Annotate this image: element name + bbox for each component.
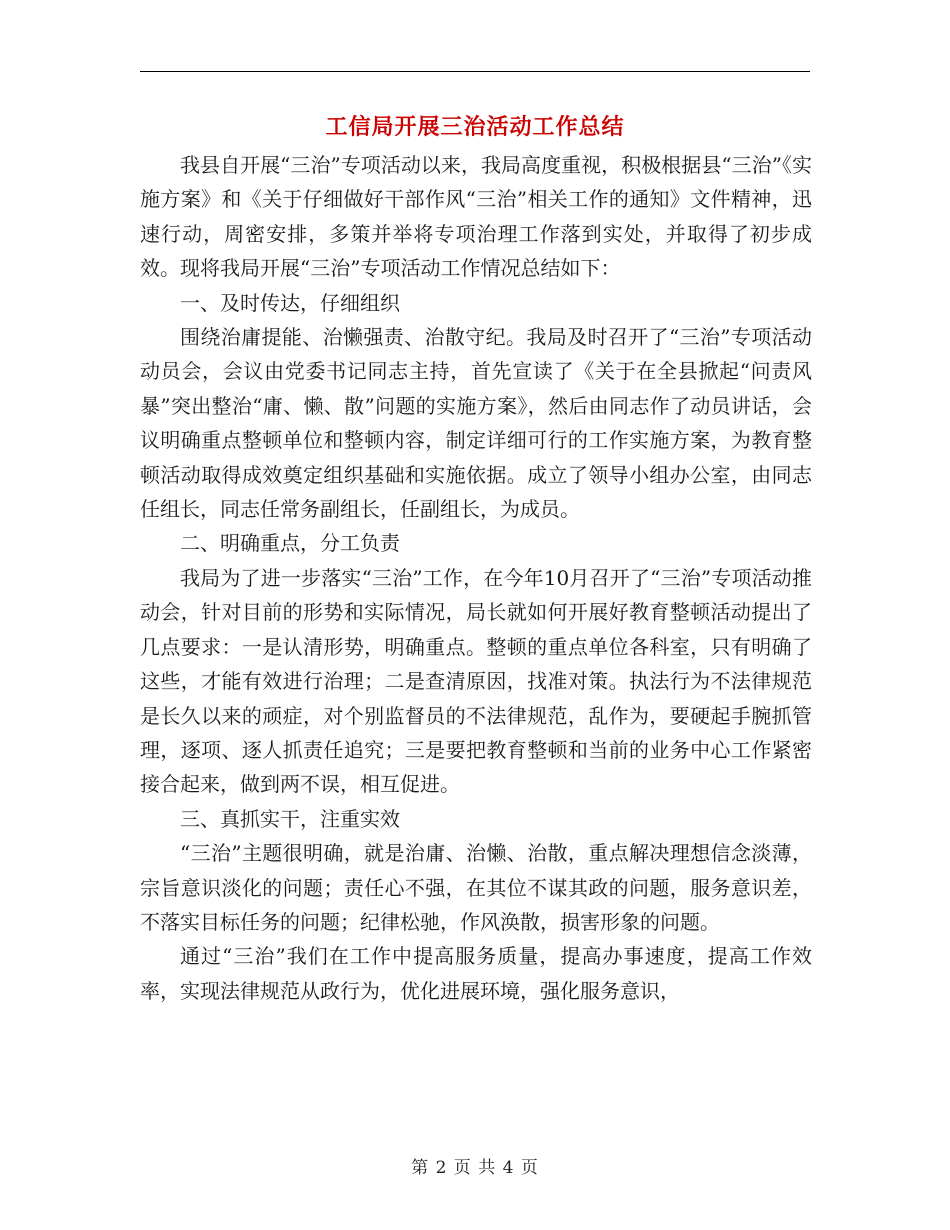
section-3-paragraph: “三治”主题很明确，就是治庸、治懒、治散，重点解决理想信念淡薄，宗旨意识淡化的问题；责任心不强，在其位不谋其政的问题，服务意识差，不落实目标任务的问题；纪律松驰，作风涣散，损害形象的问题。 bbox=[140, 841, 812, 934]
document-body bbox=[140, 148, 812, 1008]
header-rule bbox=[140, 71, 810, 72]
section-2-paragraph: 我局为了进一步落实“三治”工作，在今年10月召开了“三治”专项活动推动会，针对目前的形势和实际情况，局长就如何开展好教育整顿活动提出了几点要求：一是认清形势，明确重点。整顿的重点单位各科室，只有明确了这些，才能有效进行治理；二是查清原因，找准对策。执法行为不法律规范是长久以来的顽症，对个别监督员的不法律规范，乱作为，要硬起手腕抓管理，逐项、逐人抓责任追究；三是要把教育整顿和当前的业务中心工作紧密接合起来，做到两不误，相互促进。 bbox=[140, 565, 812, 797]
page-number-footer: 第 2 页 共 4 页 bbox=[411, 1158, 539, 1178]
intro-paragraph: 我县自开展“三治”专项活动以来，我局高度重视，积极根据县“三治”《实施方案》和《关于仔细做好干部作风“三治”相关工作的通知》文件精神，迅速行动，周密安排，多策并举将专项治理工作落到实处，并取得了初步成效。现将我局开展“三治”专项活动工作情况总结如下： bbox=[140, 153, 812, 281]
section-heading-3: 三、真抓实干，注重实效 bbox=[180, 806, 400, 831]
document-title: 工信局开展三治活动工作总结 bbox=[325, 114, 625, 140]
section-1-paragraph: 围绕治庸提能、治懒强责、治散守纪。我局及时召开了“三治”专项活动动员会，会议由党委书记同志主持，首先宣读了《关于在全县掀起“问责风暴”突出整治“庸、懒、散”问题的实施方案》，然后由同志作了动员讲话，会议明确重点整顿单位和整顿内容，制定详细可行的工作实施方案，为教育整顿活动取得成效奠定组织基础和实施依据。成立了领导小组办公室，由同志任组长，同志任常务副组长，任副组长，为成员。 bbox=[140, 325, 812, 522]
section-heading-2: 二、明确重点，分工负责 bbox=[180, 531, 400, 556]
section-heading-1: 一、及时传达，仔细组织 bbox=[180, 290, 400, 315]
section-3-paragraph-2: 通过“三治”我们在工作中提高服务质量，提高办事速度，提高工作效率，实现法律规范从政行为，优化进展环境，强化服务意识， bbox=[140, 944, 812, 1003]
